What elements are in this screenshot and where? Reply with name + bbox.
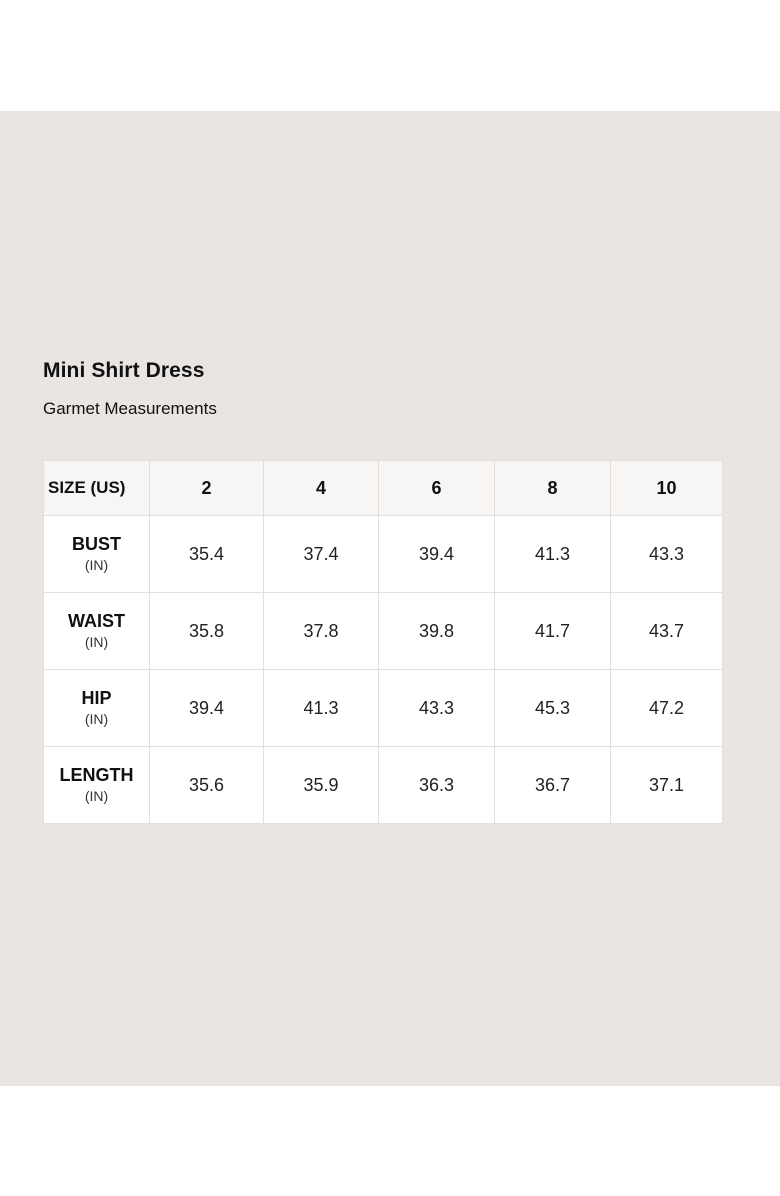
row-label [44,593,150,670]
table-cell: 35.6 [150,747,264,824]
size-column-header: 2 [150,461,264,516]
table-cell: 35.4 [150,516,264,593]
table-row-hip [44,670,723,747]
table-cell: 41.7 [495,593,611,670]
table-cell: 41.3 [495,516,611,593]
table-row-bust [44,516,723,593]
table-row-length [44,747,723,824]
measurement-name: BUST [72,534,121,554]
measurement-name: LENGTH [59,765,134,785]
table-cell: 35.8 [150,593,264,670]
row-label [44,747,150,824]
table-cell: 37.1 [611,747,723,824]
table-cell: 45.3 [495,670,611,747]
table-cell: 39.4 [150,670,264,747]
table-header-row [44,461,723,516]
measurement-unit: (IN) [84,634,109,650]
table-cell: 35.9 [264,747,379,824]
table-row-waist [44,593,723,670]
size-column-header: 8 [495,461,611,516]
table-cell: 36.3 [379,747,495,824]
table-cell: 43.3 [611,516,723,593]
table-cell: 43.3 [379,670,495,747]
table-cell: 39.4 [379,516,495,593]
row-label [44,670,150,747]
table-cell: 37.4 [264,516,379,593]
table-cell: 37.8 [264,593,379,670]
measurement-unit: (IN) [84,788,109,804]
size-column-header: 4 [264,461,379,516]
measurement-name: WAIST [68,611,125,631]
size-column-header: 6 [379,461,495,516]
measurement-unit: (IN) [84,711,109,727]
page-title: Mini Shirt Dress [43,359,205,382]
size-header-label: SIZE (US) [44,461,150,516]
measurement-name: HIP [81,688,112,708]
measurement-unit: (IN) [84,557,109,573]
table-cell: 36.7 [495,747,611,824]
table-cell: 47.2 [611,670,723,747]
size-column-header: 10 [611,461,723,516]
row-label [44,516,150,593]
table-cell: 41.3 [264,670,379,747]
page-subtitle: Garmet Measurements [43,399,217,418]
table-cell: 43.7 [611,593,723,670]
size-chart-table [43,460,723,824]
table-cell: 39.8 [379,593,495,670]
